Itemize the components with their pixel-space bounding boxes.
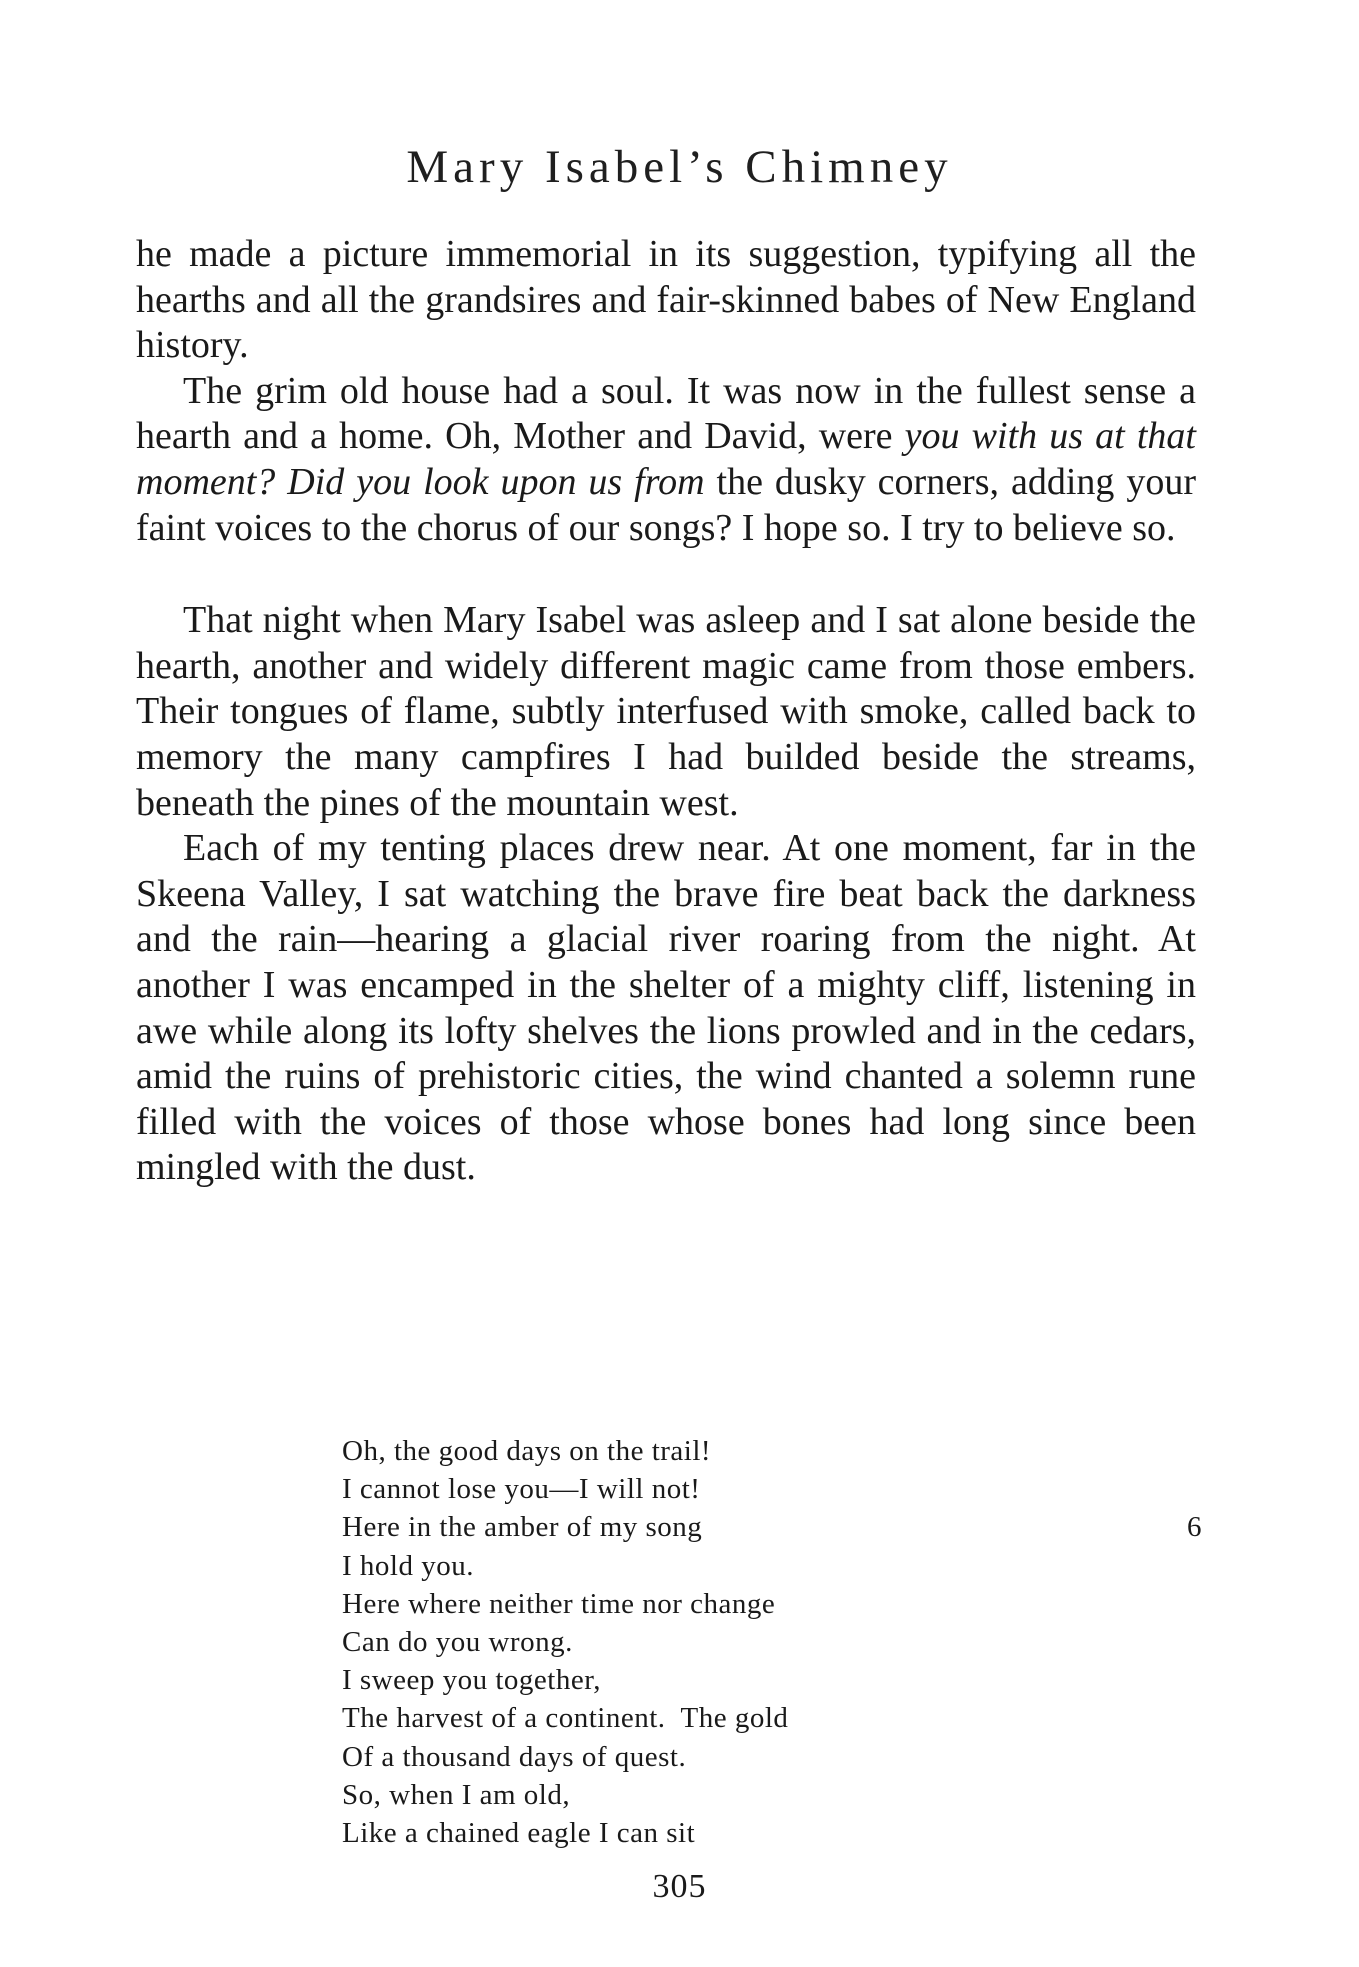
poem-line-4: I hold you. — [342, 1549, 474, 1582]
poem-line-9: Of a thousand days of quest. — [342, 1740, 687, 1773]
poem-line-6: Can do you wrong. — [342, 1626, 573, 1659]
poem-line-7: I sweep you together, — [342, 1664, 601, 1697]
paragraph-2-lead: The grim old house had a soul. It was now in the fullest sense a hearth and a home. Oh, Mother and David, were — [136, 369, 1196, 458]
paragraph-2-tail: the dusky corners, adding your faint voices to the chorus of our songs? I hope so. I try to believe so. — [136, 460, 1197, 549]
running-head: Mary Isabel’s Chimney — [406, 141, 953, 193]
poem-line-1: Oh, the good days on the trail! — [342, 1435, 712, 1467]
body-text — [136, 232, 1196, 1191]
poem-line-10: So, when I am old, — [342, 1778, 571, 1811]
paragraph-2-italic: you with us at that moment? Did you look upon us from — [136, 415, 1196, 503]
poem — [342, 1432, 1202, 1852]
paragraph-3: That night when Mary Isabel was asleep and I sat alone beside the hearth, another and widely different magic came from those embers. Their tongues of flame, subtly interfused with smoke, called back to memory the many campfires I had builded beside the streams, beneath the pines of the mountain west. — [136, 599, 1196, 824]
poem-line-5: Here where neither time nor change — [342, 1587, 776, 1620]
poem-line-8: The harvest of a continent. The gold — [342, 1702, 789, 1735]
poem-line-number: 6 — [1187, 1511, 1202, 1544]
paragraph-4: Each of my tenting places drew near. At one moment, far in the Skeena Valley, I sat watching the brave fire beat back the darkness and the rain—hearing a glacial river roaring from the night. At another I was encamped in the shelter of a mighty cliff, listening in awe while along its lofty shelves the lions prowled and in the cedars, amid the ruins of prehistoric cities, the wind chanted a solemn rune filled with the voices of those whose bones had long since been mingled with the dust. — [136, 827, 1196, 1189]
paragraph-2 — [136, 369, 1196, 551]
poem-line-2: I cannot lose you—I will not! — [342, 1473, 701, 1506]
page-number: 305 — [652, 1868, 707, 1905]
poem-line-11: Like a chained eagle I can sit — [342, 1817, 696, 1850]
poem-line-3-text: Here in the amber of my song — [342, 1511, 703, 1544]
poem-line-3 — [342, 1508, 1202, 1546]
paragraph-1: he made a picture immemorial in its suggestion, typifying all the hearths and all the grandsires and fair-skinned babes of New England history. — [136, 233, 1196, 367]
